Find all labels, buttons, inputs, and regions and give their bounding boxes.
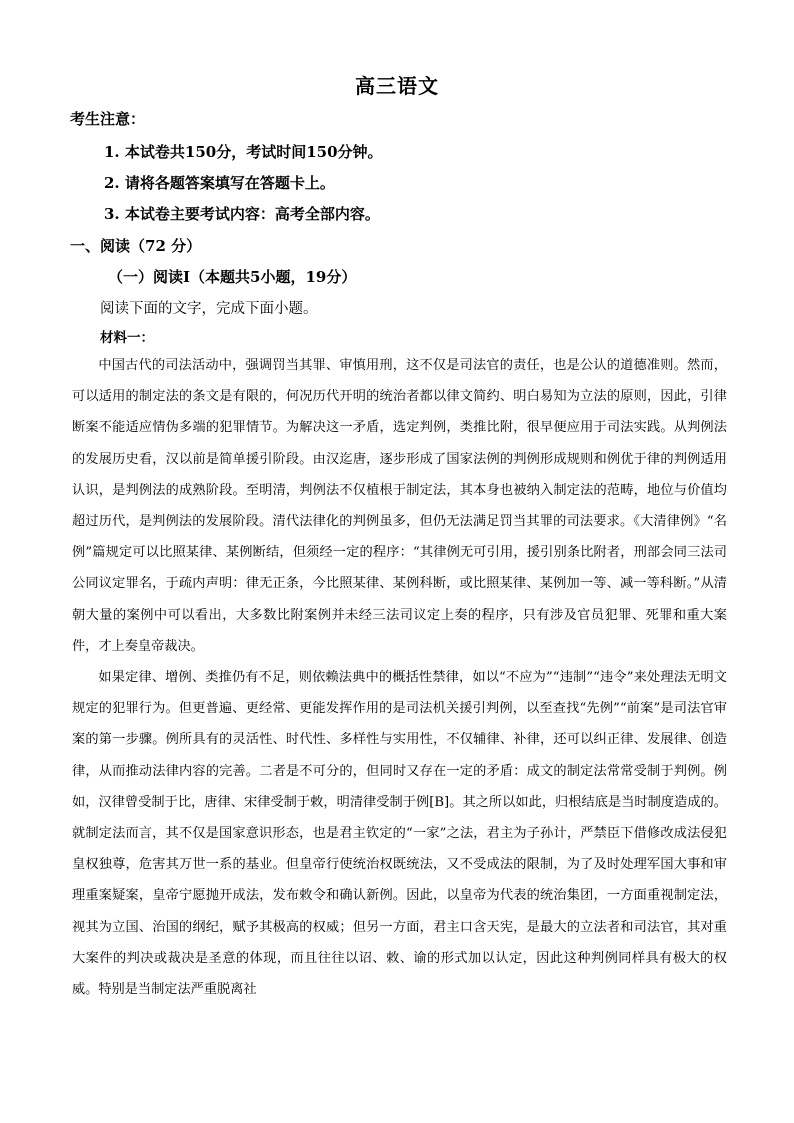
page-title: 高三语文 [355, 74, 439, 98]
notice-heading: 考生注意： [70, 110, 146, 128]
instruction-text: 阅读下面的文字，完成下面小题。 [100, 301, 318, 317]
passage-paragraph: 中国古代的司法活动中，强调罚当其罪、审慎用刑，这不仅是司法官的责任，也是公认的道德准则。然而，可以适用的制定法的条文是有限的，何况历代开明的统治者都以律文简约、明白易知为立法的原则，因此，引律断案不能适应情伪多端的犯罪情节。为解决这一矛盾，选定判例，类推比附，很早便应用于司法实践。从判例法的发展历史看，汉以前是简单援引阶段。由汉迄唐，逐步形成了国家法例的判例形成规则和例优于律的判例适用认识，是判例法的成熟阶段。至明清，判例法不仅植根于制定法，其本身也被纳入制定法的范畴，地位与价值均超过历代，是判例法的发展阶段。清代法律化的判例虽多，但仍无法满足罚当其罪的司法要求。《大清律例》“名例”篇规定可以比照某律、某例断结，但须经一定的程序：“其律例无可引用，援引别条比附者，刑部会同三法司公同议定罪名，于疏内声明：律无正条，今比照某律、某例科断，或比照某律、某例加一等、减一等科断。”从清朝大量的案例中可以看出，大多数比附案例并未经三法司议定上奏的程序，只有涉及官员犯罪、死罪和重大案件，才上奏皇帝裁决。 [72, 358, 727, 654]
rule-item: 2. 请将各题答案填写在答题卡上。 [104, 174, 335, 192]
rule-item: 3. 本试卷主要考试内容：高考全部内容。 [104, 205, 380, 223]
material-label: 材料一： [100, 330, 154, 346]
passage-paragraph: 如果定律、增例、类推仍有不足，则依赖法典中的概括性禁律，如以“不应为”“违制”“违令”来处理法无明文规定的犯罪行为。但更普遍、更经常、更能发挥作用的是司法机关援引判例，以至查找“先例”“前案”是司法官审案的第一步骤。例所具有的灵活性、时代性、多样性与实用性，不仅辅律、补律，还可以纠正律、发展律、创造律，从而推动法律内容的完善。二者是不可分的，但同时又存在一定的矛盾：成文的制定法常常受制于判例。例如，汉律曾受制于比，唐律、宋律受制于敕，明清律受制于例[B]。其之所以如此，归根结底是当时制度造成的。就制定法而言，其不仅是国家意识形态，也是君主钦定的“一家”之法，君主为子孙计，严禁臣下借修改成法侵犯皇权独尊，危害其万世一系的基业。但皇帝行使统治权既统法，又不受成法的限制，为了及时处理军国大事和审理重案疑案，皇帝宁愿抛开成法，发布敕令和确认新例。因此，以皇帝为代表的统治集团，一方面重视制定法，视其为立国、治国的纲纪，赋予其极高的权威；但另一方面，君主口含天宪，是最大的立法者和司法官，其对重大案件的判决或裁决是圣意的体现，而且往往以诏、敕、谕的形式加以认定，因此这种判例同样具有极大的权威。特别是当制定法严重脱离社 [72, 670, 727, 998]
passage-body [72, 350, 727, 1005]
subsection-heading: （一）阅读Ⅰ（本题共5小题，19分） [108, 268, 357, 286]
section-heading: 一、阅读（72 分） [70, 237, 202, 255]
rule-item: 1. 本试卷共150分，考试时间150分钟。 [104, 143, 383, 161]
